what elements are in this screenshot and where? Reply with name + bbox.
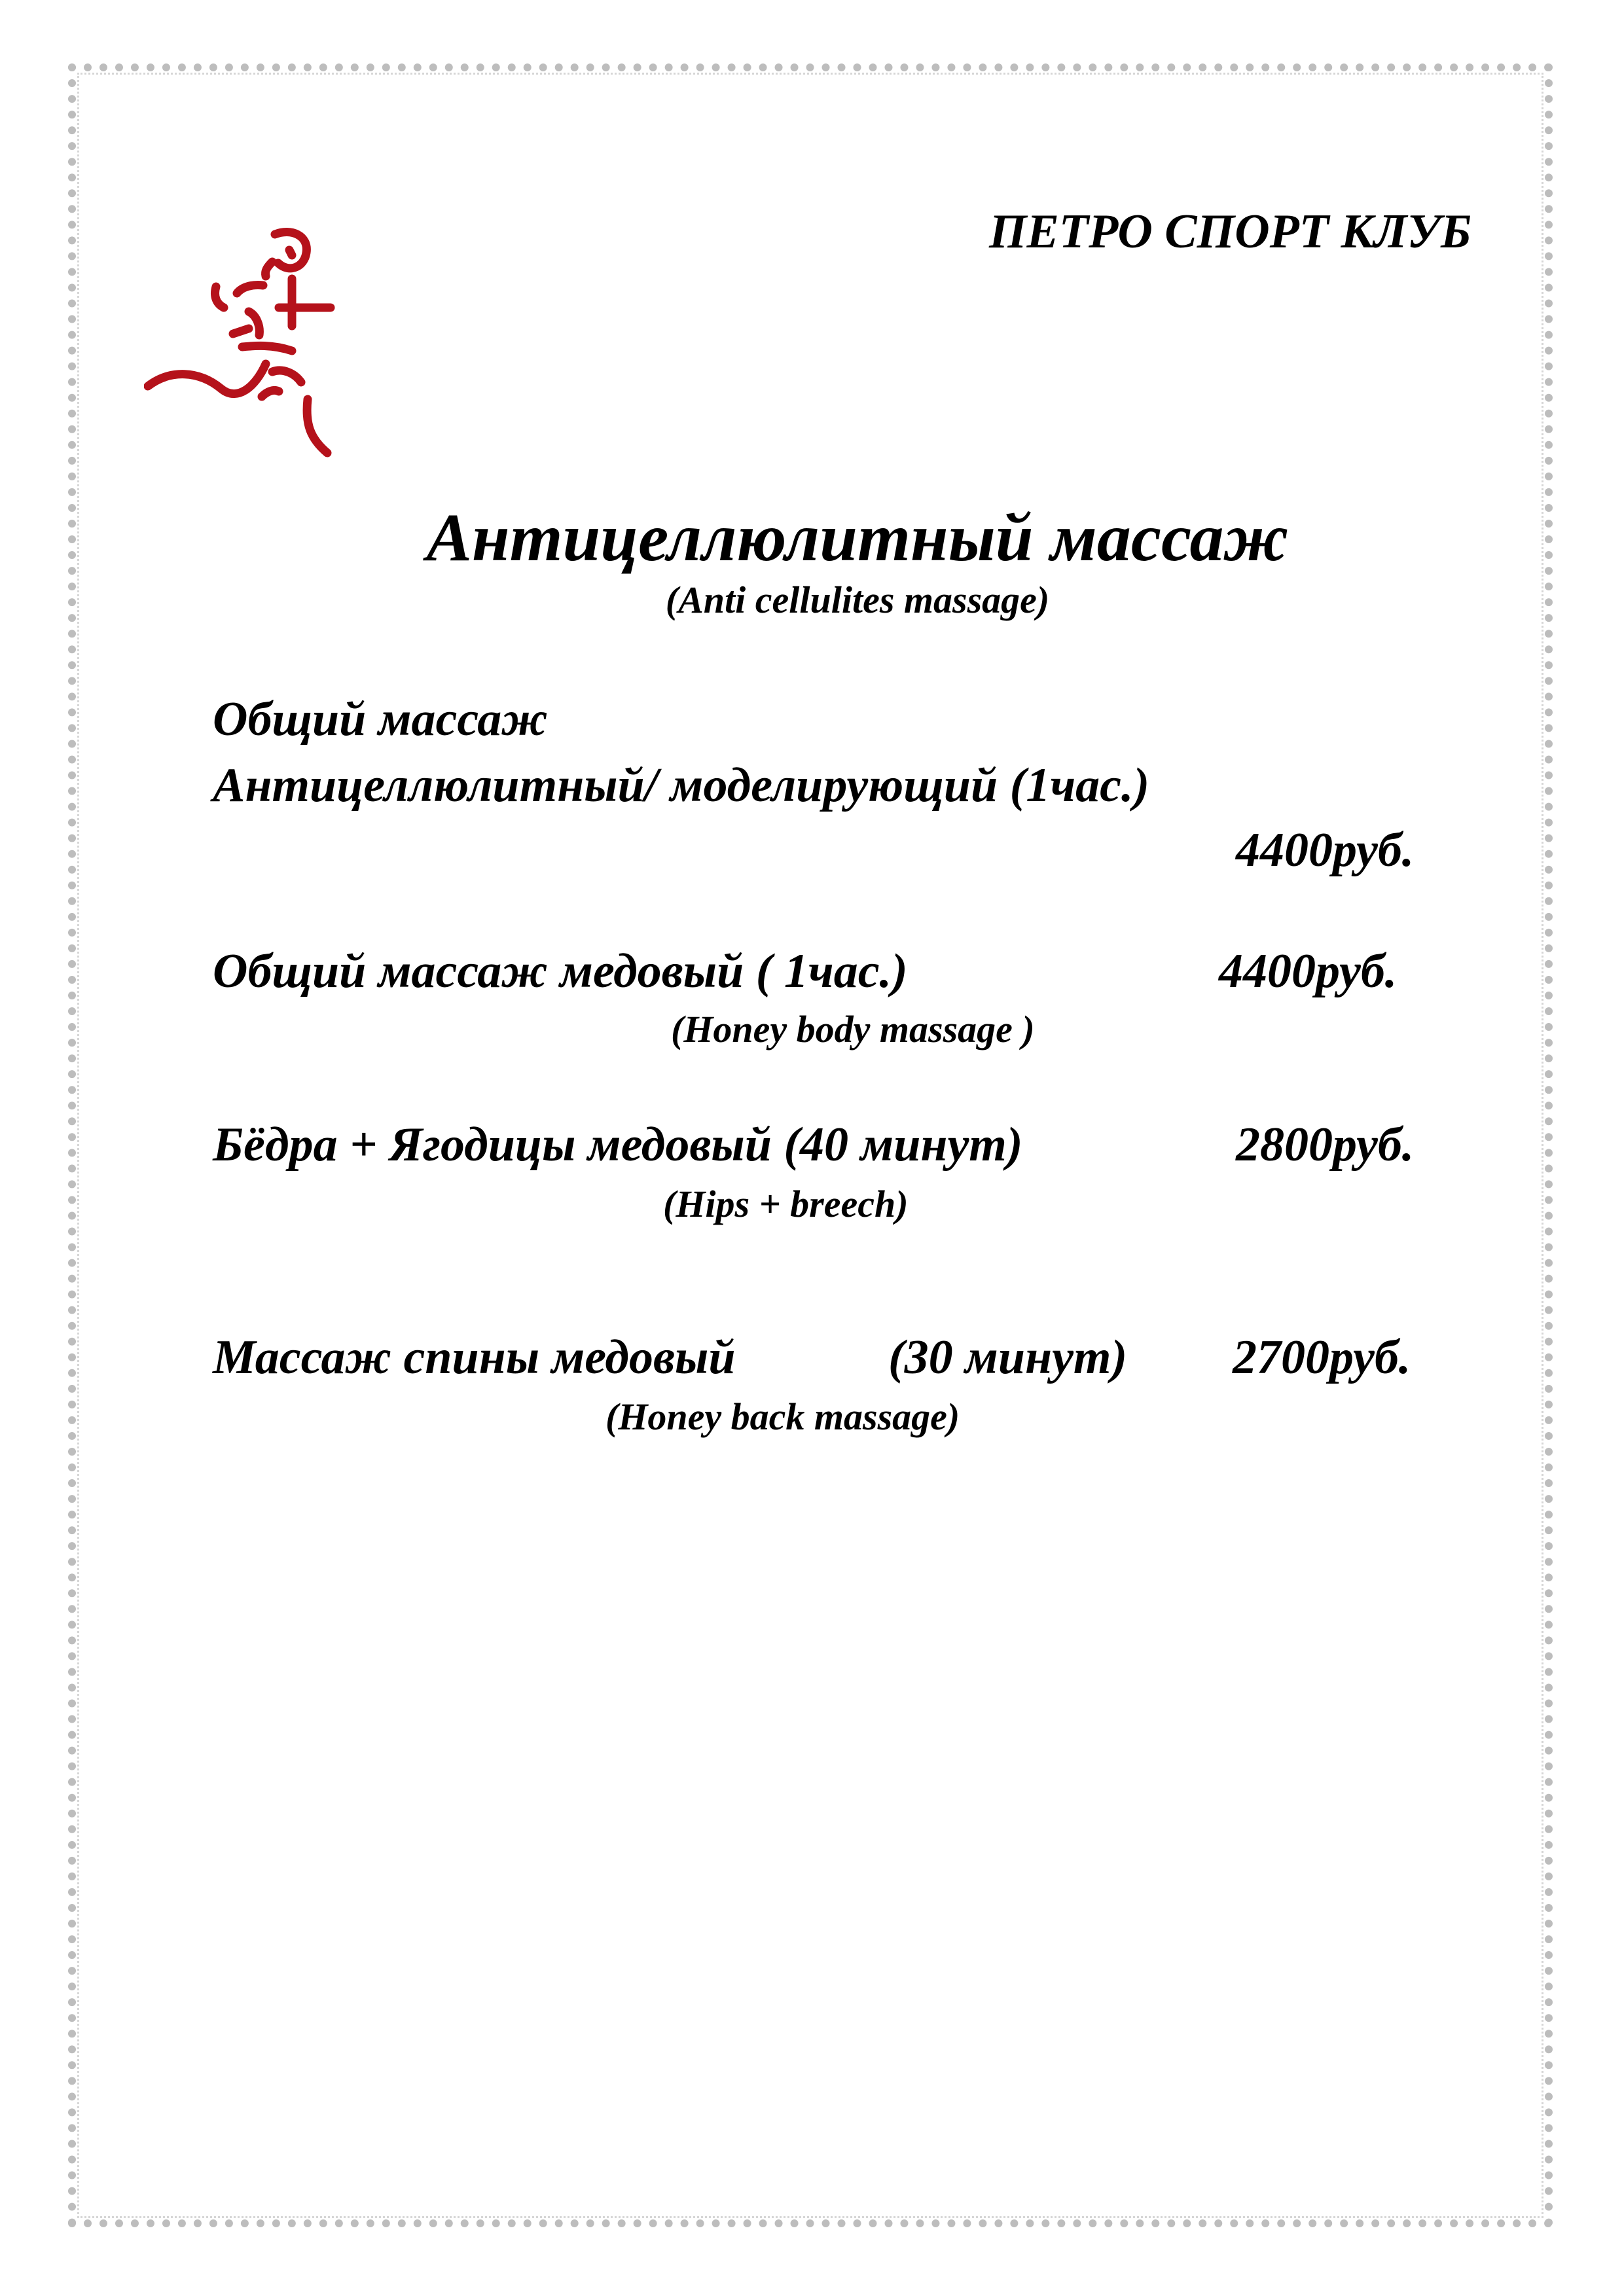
service-4-price: 2700руб.: [1233, 1331, 1411, 1384]
runner-logo-icon: [144, 216, 340, 465]
page-subtitle: (Anti cellulites massage): [665, 579, 1050, 621]
service-2-english: (Honey body massage ): [671, 1008, 1035, 1050]
club-name: ПЕТРО СПОРТ КЛУБ: [988, 205, 1471, 259]
service-3-price: 2800руб.: [1236, 1118, 1415, 1172]
service-4-duration: (30 минут): [888, 1331, 1128, 1384]
page-title: Антицеллюлитный массаж: [426, 500, 1289, 575]
service-1-line-2: Антицеллюлитный/ моделирующий (1час.): [213, 759, 1150, 812]
service-1-price: 4400руб.: [1236, 823, 1415, 877]
service-2-price: 4400руб.: [1219, 944, 1398, 998]
service-2-name: Общий массаж медовый ( 1час.): [213, 944, 908, 998]
service-3-english: (Hips + breech): [663, 1183, 909, 1225]
service-3-name: Бёдра + Ягодицы медовый (40 минут): [213, 1118, 1023, 1172]
service-1-line-1: Общий массаж: [213, 692, 548, 746]
service-4-english: (Honey back massage): [605, 1395, 960, 1438]
service-4-name: Массаж спины медовый: [213, 1331, 736, 1384]
